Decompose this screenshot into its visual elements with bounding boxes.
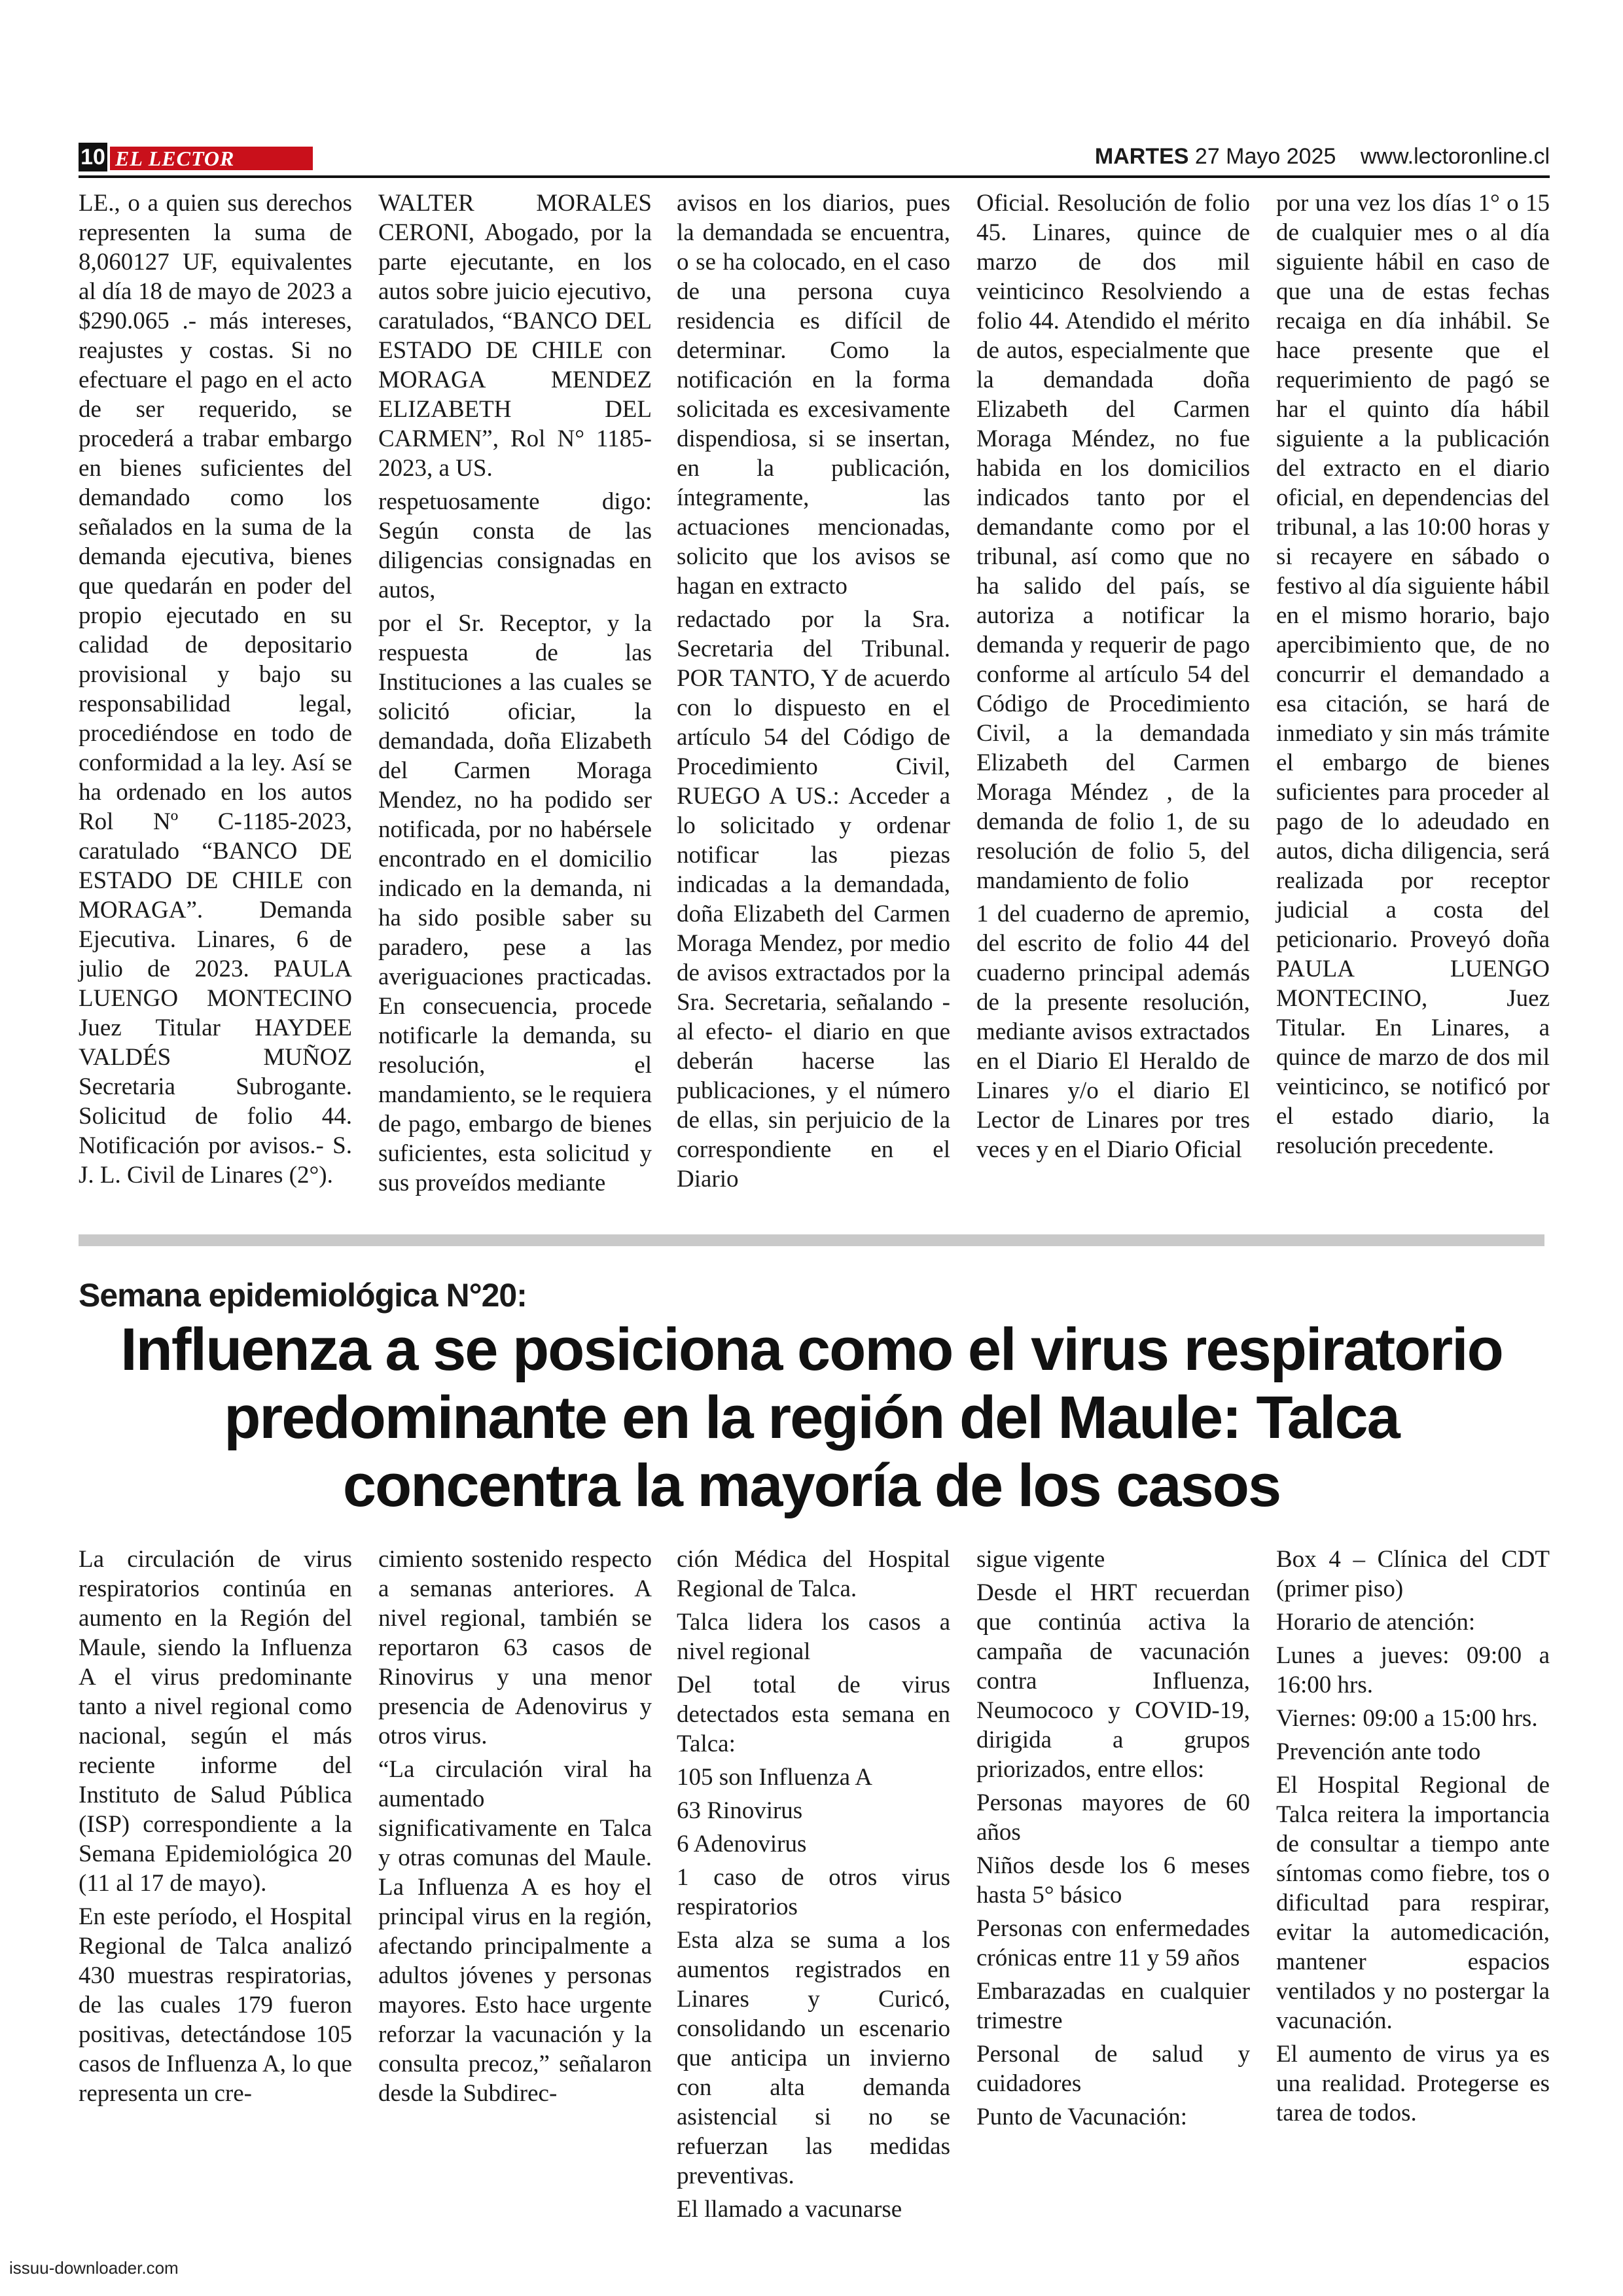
list-item: 6 Adenovirus: [677, 1831, 807, 1857]
paragraph: Box 4 – Clínica del CDT (primer piso): [1276, 1546, 1550, 1602]
list-item: Personas mayores de 60 años: [976, 1789, 1250, 1846]
paragraph: ción Médica del Hospital Regional de Talca.: [677, 1546, 950, 1602]
paragraph: WALTER MORALES CERONI, Abogado, por la parte ejecutante, en los autos sobre juicio ejecutivo, caratulados, “BANCO DEL ESTADO DE CHILE con MORAGA MENDEZ ELIZABETH DEL CARMEN”, Rol N° 1185-2023, a US.: [378, 190, 652, 482]
legal-notice-column: [976, 188, 1250, 1168]
list-item: Niños desde los 6 meses hasta 5° básico: [976, 1852, 1250, 1909]
paragraph: avisos en los diarios, pues la demandada se encuentra, o se ha colocado, en el caso de una persona cuya residencia es difícil de determinar. Como la notificación en la forma solicitada es excesivamente dispendiosa, si se insertan, en la publicación, íntegramente, las actuaciones mencionadas, solicito que los avisos se hagan en extracto: [677, 190, 950, 600]
subheading: sigue vigente: [976, 1546, 1105, 1573]
subheading: Punto de Vacunación:: [976, 2104, 1187, 2130]
paragraph: Viernes: 09:00 a 15:00 hrs.: [1276, 1705, 1538, 1732]
list-item: 105 son Influenza A: [677, 1764, 873, 1791]
paragraph: por una vez los días 1° o 15 de cualquier mes o al día siguiente hábil en caso de que una de estas fechas recaiga en día inhábil. Se hace presente que el requerimiento de pagó se har el quinto día hábil siguiente a la publicación del extracto en el diario oficial, en dependencias del tribunal, a las 10:00 horas y si recayere en sábado o festivo al día siguiente hábil en el mismo horario, bajo apercibimiento que, de no concurrir el demandado a esa citación, se hará de inmediato y sin más trámite el embargo de bienes suficientes para proceder al pago de lo adeudado en autos, dicha diligencia, será realizada por receptor judicial a costa del peticionario. Proveyó doña PAULA LUENGO MONTECINO, Juez Titular. En Linares, a quince de marzo de dos mil veinticinco, se notificó por el estado diario, la resolución precedente.: [1276, 190, 1550, 1159]
subheading: Prevención ante todo: [1276, 1738, 1481, 1765]
paragraph: por el Sr. Receptor, y la respuesta de las Instituciones a las cuales se solicitó oficiar, la demandada, doña Elizabeth del Carmen Moraga Mendez, no ha podido ser notificada, por no habérsele encontrado en el domicilio indicado en la demanda, ni ha sido posible saber su paradero, pese a las averiguaciones practicadas. En consecuencia, procede notificarle la demanda, su resolución, el mandamiento, se le requiera de pago, embargo de bienes suficientes, esta solicitud y sus proveídos mediante: [378, 610, 652, 1196]
paragraph: respetuosamente digo: Según consta de las diligencias consignadas en autos,: [378, 488, 652, 603]
article-column: [378, 1545, 652, 2112]
header-website: www.lectoronline.cl: [1360, 144, 1550, 169]
legal-notice-column: [378, 188, 652, 1202]
list-item: Personas con enfermedades crónicas entre 11 y 59 años: [976, 1915, 1250, 1971]
subheading: Talca lidera los casos a nivel regional: [677, 1609, 950, 1665]
paragraph: El Hospital Regional de Talca reitera la importancia de consultar a tiempo ante síntomas como fiebre, tos o dificultad para respirar, evitar la automedicación, mantener espacios ventilados y no postergar la vacunación.: [1276, 1772, 1550, 2034]
section-divider: [79, 1234, 1544, 1246]
subheading: Horario de atención:: [1276, 1609, 1476, 1636]
paragraph: La circulación de virus respiratorios continúa en aumento en la Región del Maule, siendo la Influenza A el virus predominante tanto a nivel regional como nacional, según el más reciente informe del Instituto de Salud Pública (ISP) correspondiente a la Semana Epidemiológica 20 (11 al 17 de mayo).: [79, 1546, 352, 1897]
subheading: El llamado a vacunarse: [677, 2196, 902, 2223]
list-item: 1 caso de otros virus respiratorios: [677, 1864, 950, 1920]
paragraph: 1 del cuaderno de apremio, del escrito de folio 44 del cuaderno principal además de la presente resolución, mediante avisos extractados en el Diario El Heraldo de Linares y/o el diario El Lector de Linares por tres veces y en el Diario Oficial: [976, 901, 1250, 1163]
paragraph: En este período, el Hospital Regional de Talca analizó 430 muestras respiratorias, de las cuales 179 fueron positivas, detectándose 105 casos de Influenza A, lo que representa un cre-: [79, 1903, 352, 2107]
article-column: [79, 1545, 352, 2112]
list-item: Embarazadas en cualquier trimestre: [976, 1978, 1250, 2034]
paragraph: Lunes a jueves: 09:00 a 16:00 hrs.: [1276, 1642, 1550, 1698]
paragraph: redactado por la Sra. Secretaria del Tribunal. POR TANTO, Y de acuerdo con lo dispuesto en el artículo 54 del Código de Procedimiento Civil, RUEGO A US.: Acceder a lo solicitado y ordenar notificar las piezas indicadas a la demandada, doña Elizabeth del Carmen Moraga Mendez, por medio de avisos extractados por la Sra. Secretaria, señalando -al efecto- el diario en que deberán hacerse las publicaciones, y el número de ellas, sin perjuicio de la correspondiente en el Diario: [677, 606, 950, 1193]
header-dateline: [1095, 144, 1550, 170]
paragraph: LE., o a quien sus derechos representen la suma de 8,060127 UF, equivalentes al día 18 de mayo de 2023 a $290.065 .- más intereses, reajustes y costas. Si no efectuare el pago en el acto de ser requerido, se procederá a trabar embargo en bienes suficientes del demandado como los señalados en la suma de la demanda ejecutiva, bienes que quedarán en poder del propio ejecutado en su calidad de depositario provisional y bajo su responsabilidad legal, procediéndose en todo de conformidad a la ley. Así se ha ordenado en los autos Rol Nº C-1185-2023, caratulado “BANCO DE ESTADO DE CHILE con MORAGA”. Demanda Ejecutiva. Linares, 6 de julio de 2023. PAULA LUENGO MONTECINO Juez Titular HAYDEE VALDÉS MUÑOZ Secretaria Subrogante. Solicitud de folio 44. Notificación por avisos.- S. J. L. Civil de Linares (2°).: [79, 190, 352, 1189]
article-column: [677, 1545, 950, 2228]
article-column: [1276, 1545, 1550, 2132]
header-rule: [79, 175, 1550, 178]
paragraph: Del total de virus detectados esta semana en Talca:: [677, 1672, 950, 1757]
header-date: 27 Mayo 2025: [1194, 144, 1336, 169]
article-column: [976, 1545, 1250, 2136]
footer-watermark: issuu-downloader.com: [9, 2258, 179, 2278]
paragraph: Esta alza se suma a los aumentos registrados en Linares y Curicó, consolidando un escenario que anticipa un invierno con alta demanda asistencial si no se refuerzan las medidas preventivas.: [677, 1927, 950, 2189]
header-day: MARTES: [1094, 144, 1189, 169]
article-headline: Influenza a se posiciona como el virus respiratorio predominante en la región del Maule: Talca concentra la mayoría de los casos: [120, 1316, 1503, 1519]
newspaper-logo: EL LECTOR: [110, 147, 313, 170]
page-number: 10: [79, 143, 107, 171]
paragraph: El aumento de virus ya es una realidad. Protegerse es tarea de todos.: [1276, 2041, 1550, 2126]
list-item: 63 Rinovirus: [677, 1797, 803, 1824]
paragraph: Desde el HRT recuerdan que continúa activa la campaña de vacunación contra Influenza, Neumococo y COVID-19, dirigida a grupos priorizados, entre ellos:: [976, 1579, 1250, 1783]
legal-notice-column: [677, 188, 950, 1198]
page-header: [79, 140, 1550, 173]
legal-notice-column: [79, 188, 352, 1194]
list-item: Personal de salud y cuidadores: [976, 2041, 1250, 2097]
paragraph: “La circulación viral ha aumentado significativamente en Talca y otras comunas del Maule. La Influenza A es hoy el principal virus en la región, afectando principalmente a adultos jóvenes y personas mayores. Esto hace urgente reforzar la vacunación y la consulta precoz,” señalaron desde la Subdirec-: [378, 1756, 652, 2107]
article-kicker: Semana epidemiológica N°20:: [79, 1277, 527, 1314]
paragraph: cimiento sostenido respecto a semanas anteriores. A nivel regional, también se reportaron 63 casos de Rinovirus y una menor presencia de Adenovirus y otros virus.: [378, 1546, 652, 1749]
legal-notice-column: [1276, 188, 1550, 1164]
paragraph: Oficial. Resolución de folio 45. Linares, quince de marzo de dos mil veinticinco Resolviendo a folio 44. Atendido el mérito de autos, especialmente que la demandada doña Elizabeth del Carmen Moraga Méndez, no fue habida en los domicilios indicados tanto por el demandante como por el tribunal, así como que no ha salido del país, se autoriza a notificar la demanda y requerir de pago conforme al artículo 54 del Código de Procedimiento Civil, a la demandada Elizabeth del Carmen Moraga Méndez , de la demanda de folio 1, de su resolución de folio 5, del mandamiento de folio: [976, 190, 1250, 894]
